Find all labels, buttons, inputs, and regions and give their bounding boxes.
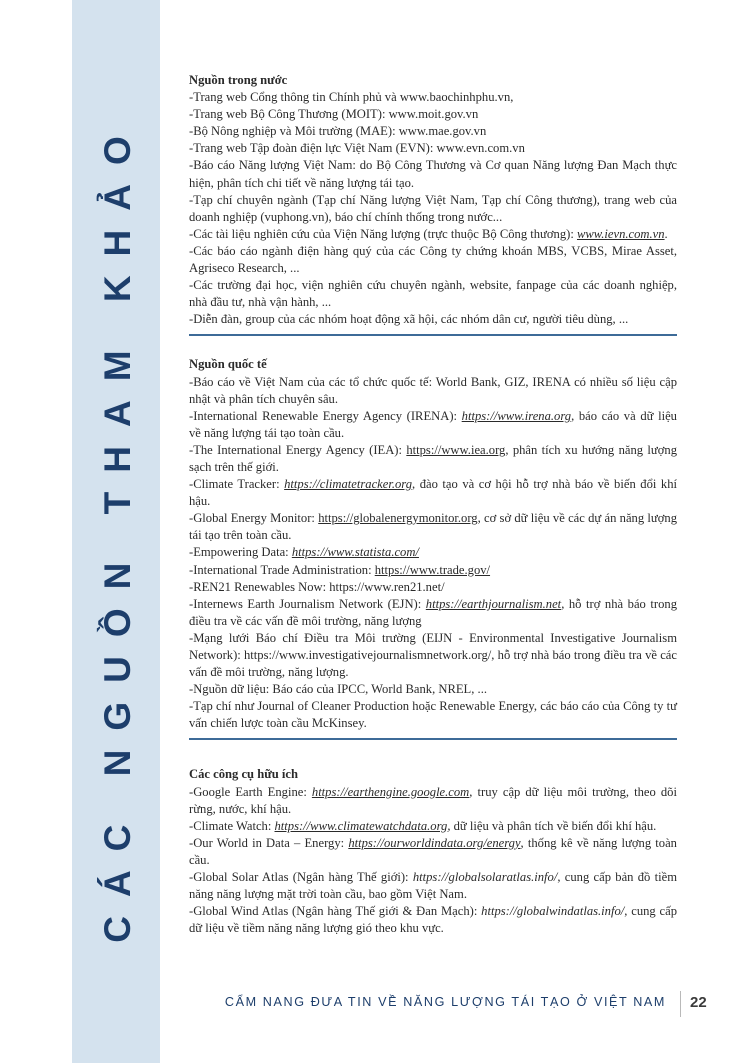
reference-link[interactable]: https://climatetracker.org bbox=[284, 477, 413, 492]
item-text: -International Trade Administration: bbox=[189, 562, 375, 577]
reference-link[interactable]: https://ourworldindata.org/energy bbox=[348, 835, 521, 850]
item-text: -Mạng lưới Báo chí Điều tra Môi trường (EIJN - Environmental Investigative Journalism Network): https://www.investigativejournalismnetwork.org/, hỗ trợ nhà báo trong điều tra về các vấn đề môi trường, năng lượng. bbox=[189, 630, 677, 680]
list-item bbox=[189, 784, 677, 818]
section-heading: Nguồn trong nước bbox=[189, 73, 288, 87]
reference-list bbox=[189, 89, 677, 328]
list-item bbox=[189, 311, 677, 328]
list-item bbox=[189, 698, 677, 732]
main-content bbox=[189, 72, 677, 937]
item-text: -Internews Earth Journalism Network (EJN): bbox=[189, 596, 426, 611]
item-text: . bbox=[664, 226, 668, 241]
reference-link[interactable]: www.ievn.com.vn bbox=[576, 226, 665, 241]
list-item bbox=[189, 192, 677, 226]
list-item bbox=[189, 544, 677, 561]
item-text: -Diễn đàn, group của các nhóm hoạt động xã hội, các nhóm dân cư, người tiêu dùng, ... bbox=[189, 312, 629, 327]
reference-list bbox=[189, 784, 677, 938]
reference-link[interactable]: https://www.statista.com/ bbox=[291, 545, 419, 560]
list-item bbox=[189, 630, 677, 681]
item-text: , cung cấp dữ liệu về tiềm năng năng lượng gió theo khu vực. bbox=[189, 904, 677, 936]
list-item bbox=[189, 243, 677, 277]
item-text: -The International Energy Agency (IEA): bbox=[189, 442, 407, 457]
vertical-section-title: CÁC NGUỒN THAM KHẢO bbox=[97, 117, 138, 943]
list-item bbox=[189, 140, 677, 157]
item-text: , phân tích xu hướng năng lượng sạch trên thế giới. bbox=[189, 442, 677, 474]
item-text: -Bộ Nông nghiệp và Môi trường (MAE): www.mae.gov.vn bbox=[189, 124, 487, 139]
reference-link[interactable]: https://www.iea.org bbox=[406, 442, 506, 457]
list-item bbox=[189, 157, 677, 191]
item-text: , truy cập dữ liệu môi trường, theo dõi rừng, nước, khí hậu. bbox=[189, 784, 677, 816]
section-heading: Nguồn quốc tế bbox=[189, 357, 267, 372]
item-text: -Global Solar Atlas (Ngân hàng Thế giới): bbox=[189, 870, 413, 885]
list-item bbox=[189, 442, 677, 476]
item-text: -Các trường đại học, viện nghiên cứu chuyên ngành, website, fanpage của các doanh nghiệp, nhà đầu tư, nhà vận hành, ... bbox=[189, 278, 677, 310]
item-text: -Climate Watch: bbox=[189, 818, 275, 833]
list-item bbox=[189, 596, 677, 630]
footer-title: CẨM NANG ĐƯA TIN VỀ NĂNG LƯỢNG TÁI TẠO Ở VIỆT NAM bbox=[224, 995, 666, 1009]
item-text: , cơ sở dữ liệu về các dự án năng lượng tái tạo trên toàn cầu. bbox=[189, 511, 677, 543]
item-text: -Các báo cáo ngành điện hàng quý của các Công ty chứng khoán MBS, VCBS, Mirae Asset, Agriseco Research, ... bbox=[189, 243, 677, 276]
item-text: -Nguồn dữ liệu: Báo cáo của IPCC, World Bank, NREL, ... bbox=[189, 682, 487, 697]
item-text: -Tạp chí chuyên ngành (Tạp chí Năng lượng Việt Nam, Tạp chí Công thương), trang web của doanh nghiệp (vuphong.vn), báo chí chính thống trong nước... bbox=[189, 192, 677, 224]
item-text: -Global Energy Monitor: bbox=[189, 511, 319, 526]
reference-link[interactable]: https://globalsolaratlas.info/ bbox=[412, 870, 558, 885]
list-item bbox=[189, 818, 677, 835]
page-footer bbox=[0, 995, 752, 1015]
list-item bbox=[189, 510, 677, 544]
item-text: -Empowering Data: bbox=[189, 545, 292, 560]
reference-link[interactable]: https://globalenergymonitor.org bbox=[318, 511, 478, 526]
reference-link[interactable]: https://www.irena.org bbox=[461, 408, 572, 423]
item-text: -Climate Tracker: bbox=[189, 477, 285, 492]
item-text: , đào tạo và cơ hội hỗ trợ nhà báo về biến đổi khí hậu. bbox=[189, 477, 677, 509]
item-text: -Báo cáo Năng lượng Việt Nam: do Bộ Công Thương và Cơ quan Năng lượng Đan Mạch thực hiện, phân tích chi tiết về năng lượng tái tạo. bbox=[189, 158, 677, 190]
list-item bbox=[189, 408, 677, 442]
item-text: , thống kê về năng lượng toàn cầu. bbox=[189, 835, 677, 867]
item-text: , cung cấp bản đồ tiềm năng năng lượng mặt trời toàn cầu, bao gồm Việt Nam. bbox=[189, 870, 677, 902]
list-item bbox=[189, 277, 677, 311]
item-text: , hỗ trợ nhà báo trong điều tra về các vấn đề môi trường, năng lượng bbox=[189, 596, 677, 628]
list-item bbox=[189, 681, 677, 698]
list-item bbox=[189, 374, 677, 408]
list-item bbox=[189, 89, 677, 106]
list-item bbox=[189, 835, 677, 869]
list-item bbox=[189, 869, 677, 903]
list-item bbox=[189, 562, 677, 579]
item-text: -Báo cáo về Việt Nam của các tổ chức quốc tế: World Bank, GIZ, IRENA có nhiều số liệu cập nhật và phân tích chuyên sâu. bbox=[189, 374, 677, 406]
item-text: -Các tài liệu nghiên cứu của Viện Năng lượng (trực thuộc Bộ Công thương): bbox=[189, 226, 577, 241]
list-item bbox=[189, 476, 677, 510]
item-text: -Trang web Tập đoàn điện lực Việt Nam (EVN): www.evn.com.vn bbox=[189, 141, 525, 156]
item-text: -Google Earth Engine: bbox=[189, 784, 312, 799]
reference-link[interactable]: https://www.trade.gov/ bbox=[374, 562, 491, 577]
reference-link[interactable]: https://globalwindatlas.info/ bbox=[481, 904, 625, 919]
list-item bbox=[189, 123, 677, 140]
item-text: -REN21 Renewables Now: https://www.ren21.net/ bbox=[189, 579, 445, 594]
item-text: -Our World in Data – Energy: bbox=[189, 835, 349, 850]
list-item bbox=[189, 226, 677, 243]
item-text: -Global Wind Atlas (Ngân hàng Thế giới & Đan Mạch): bbox=[189, 904, 482, 919]
reference-list bbox=[189, 374, 677, 733]
list-item bbox=[189, 579, 677, 596]
page-number: 22 bbox=[690, 994, 707, 1011]
item-text: -Tạp chí như Journal of Cleaner Production hoặc Renewable Energy, các báo cáo của Công ty tư vấn chiến lược toàn cầu McKinsey. bbox=[189, 699, 677, 731]
section-tools bbox=[189, 766, 677, 937]
section-heading: Các công cụ hữu ích bbox=[189, 767, 299, 782]
reference-link[interactable]: https://www.climatewatchdata.org bbox=[274, 818, 448, 833]
section-domestic bbox=[189, 72, 677, 336]
footer-divider bbox=[680, 991, 681, 1017]
item-text: -International Renewable Energy Agency (IRENA): bbox=[189, 408, 462, 423]
item-text: , dữ liệu và phân tích về biến đổi khí hậu. bbox=[447, 818, 657, 833]
section-international bbox=[189, 356, 677, 740]
item-text: -Trang web Cổng thông tin Chính phủ và www.baochinhphu.vn, bbox=[189, 90, 514, 105]
list-item bbox=[189, 903, 677, 937]
item-text: , báo cáo và dữ liệu về năng lượng tái tạo toàn cầu. bbox=[189, 408, 677, 440]
list-item bbox=[189, 106, 677, 123]
reference-link[interactable]: https://earthengine.google.com bbox=[311, 784, 470, 799]
item-text: -Trang web Bộ Công Thương (MOIT): www.moit.gov.vn bbox=[189, 107, 479, 122]
reference-link[interactable]: https://earthjournalism.net bbox=[425, 596, 562, 611]
